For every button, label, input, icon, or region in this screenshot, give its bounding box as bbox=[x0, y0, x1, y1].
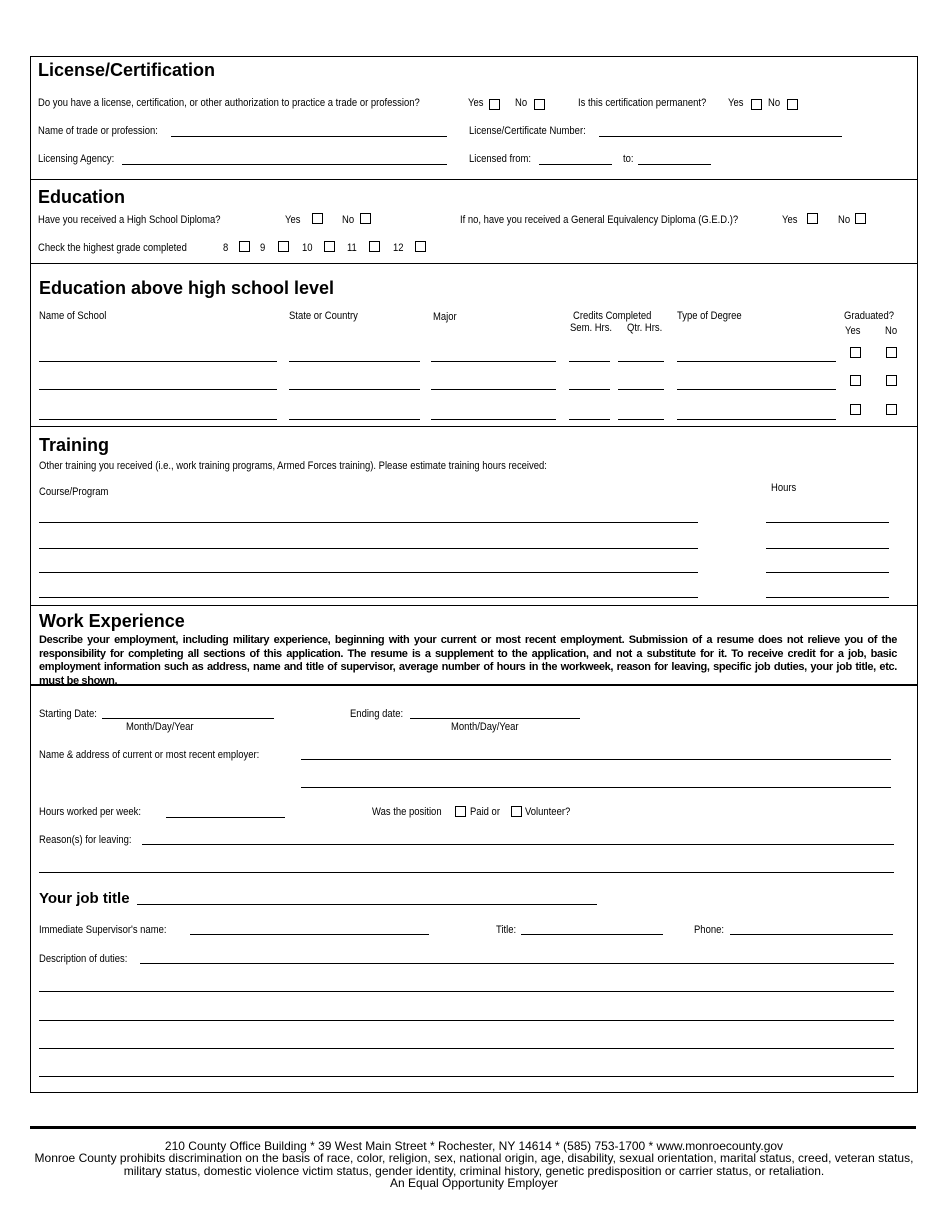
col-hours: Hours bbox=[771, 482, 797, 494]
cert-number-label: License/Certificate Number: bbox=[469, 125, 586, 137]
ged-no-label: No bbox=[838, 214, 851, 226]
work-description: Describe your employment, including military experience, beginning with your current or most recent employment. Submission of a resume does not relieve you of the responsibility for completing all sections of this application. The resume is a supplement to the application, and not a substitute for it. To receive credit for a job, basic employment information such as address, name and title of supervisor, average number of hours in the workweek, reason for leaving, specific job duties, your job title, etc. must be shown. bbox=[39, 634, 897, 687]
permanent-yes-label: Yes bbox=[728, 97, 744, 109]
hours-field[interactable] bbox=[766, 572, 889, 573]
col-graduated-yes: Yes bbox=[845, 325, 861, 337]
course-field[interactable] bbox=[39, 548, 698, 549]
col-school: Name of School bbox=[39, 310, 107, 322]
graduated-yes-checkbox[interactable] bbox=[850, 347, 861, 358]
phone-field[interactable] bbox=[730, 934, 893, 935]
end-date-hint: Month/Day/Year bbox=[451, 721, 519, 733]
divider bbox=[30, 263, 918, 264]
job-title-label: Your job title bbox=[39, 890, 130, 907]
degree-field[interactable] bbox=[677, 389, 836, 390]
grade-11-checkbox[interactable] bbox=[369, 241, 380, 252]
reason-field[interactable] bbox=[39, 872, 894, 873]
grade-8-label: 8 bbox=[223, 242, 229, 254]
col-credits: Credits Completed bbox=[573, 310, 652, 322]
grade-12-checkbox[interactable] bbox=[415, 241, 426, 252]
school-field[interactable] bbox=[39, 419, 277, 420]
supervisor-field[interactable] bbox=[190, 934, 429, 935]
end-date-label: Ending date: bbox=[350, 708, 404, 720]
hours-worked-field[interactable] bbox=[166, 817, 285, 818]
duties-field[interactable] bbox=[39, 1020, 894, 1021]
grade-8-checkbox[interactable] bbox=[239, 241, 250, 252]
from-field[interactable] bbox=[539, 164, 612, 165]
training-instructions: Other training you received (i.e., work training programs, Armed Forces training). Please estimate training hours received: bbox=[39, 460, 547, 472]
course-field[interactable] bbox=[39, 522, 698, 523]
divider bbox=[30, 179, 918, 180]
duties-field[interactable] bbox=[39, 1076, 894, 1077]
duties-field[interactable] bbox=[39, 991, 894, 992]
degree-field[interactable] bbox=[677, 419, 836, 420]
diploma-yes-label: Yes bbox=[285, 214, 301, 226]
col-degree: Type of Degree bbox=[677, 310, 742, 322]
major-field[interactable] bbox=[431, 361, 556, 362]
higher-ed-heading: Education above high school level bbox=[39, 278, 335, 298]
grade-9-label: 9 bbox=[260, 242, 266, 254]
trade-field[interactable] bbox=[171, 136, 447, 137]
agency-label: Licensing Agency: bbox=[38, 153, 115, 165]
major-field[interactable] bbox=[431, 389, 556, 390]
school-field[interactable] bbox=[39, 361, 277, 362]
footer-nondiscrimination: Monroe County prohibits discrimination on the basis of race, color, religion, sex, national origin, age, disability, sexual orientation, marital status, creed, veteran status, military status, domestic violence victim status, gender identity, criminal history, genetic predisposition or carrier status, or retaliation. bbox=[34, 1151, 914, 1178]
ged-question: If no, have you received a General Equivalency Diploma (G.E.D.)? bbox=[460, 214, 739, 226]
supervisor-label: Immediate Supervisor's name: bbox=[39, 924, 167, 936]
hours-field[interactable] bbox=[766, 597, 889, 598]
ged-yes-checkbox[interactable] bbox=[807, 213, 818, 224]
school-field[interactable] bbox=[39, 389, 277, 390]
volunteer-label: Volunteer? bbox=[525, 806, 571, 818]
divider bbox=[30, 426, 918, 427]
col-state: State or Country bbox=[289, 310, 358, 322]
supervisor-title-field[interactable] bbox=[521, 934, 663, 935]
trade-label: Name of trade or profession: bbox=[38, 125, 158, 137]
sem-hrs-field[interactable] bbox=[569, 361, 610, 362]
to-field[interactable] bbox=[638, 164, 711, 165]
phone-label: Phone: bbox=[694, 924, 724, 936]
divider bbox=[30, 56, 918, 57]
duties-field[interactable] bbox=[39, 1048, 894, 1049]
grade-10-label: 10 bbox=[302, 242, 313, 254]
ged-yes-label: Yes bbox=[782, 214, 798, 226]
employer-label: Name & address of current or most recent employer: bbox=[39, 749, 260, 761]
graduated-yes-checkbox[interactable] bbox=[850, 375, 861, 386]
col-graduated-no: No bbox=[885, 325, 898, 337]
supervisor-title-label: Title: bbox=[496, 924, 517, 936]
paid-checkbox[interactable] bbox=[455, 806, 466, 817]
col-major: Major bbox=[433, 311, 457, 323]
course-field[interactable] bbox=[39, 572, 698, 573]
start-date-hint: Month/Day/Year bbox=[126, 721, 194, 733]
footer-rule bbox=[30, 1126, 916, 1129]
grade-9-checkbox[interactable] bbox=[278, 241, 289, 252]
state-field[interactable] bbox=[289, 419, 420, 420]
qtr-hrs-field[interactable] bbox=[618, 389, 664, 390]
start-date-field[interactable] bbox=[102, 718, 274, 719]
end-date-field[interactable] bbox=[410, 718, 580, 719]
major-field[interactable] bbox=[431, 419, 556, 420]
grade-10-checkbox[interactable] bbox=[324, 241, 335, 252]
diploma-yes-checkbox[interactable] bbox=[312, 213, 323, 224]
reason-label: Reason(s) for leaving: bbox=[39, 834, 132, 846]
graduated-no-checkbox[interactable] bbox=[886, 404, 897, 415]
reason-field[interactable] bbox=[142, 844, 894, 845]
state-field[interactable] bbox=[289, 361, 420, 362]
divider bbox=[30, 1092, 918, 1093]
license-yes-label: Yes bbox=[468, 97, 484, 109]
license-heading: License/Certification bbox=[38, 60, 216, 80]
permanent-no-checkbox[interactable] bbox=[787, 99, 798, 110]
paid-label: Paid or bbox=[470, 806, 500, 818]
grade-label: Check the highest grade completed bbox=[38, 242, 187, 254]
col-qtr: Qtr. Hrs. bbox=[627, 322, 663, 334]
diploma-question: Have you received a High School Diploma? bbox=[38, 214, 221, 226]
start-date-label: Starting Date: bbox=[39, 708, 97, 720]
volunteer-checkbox[interactable] bbox=[511, 806, 522, 817]
duties-label: Description of duties: bbox=[39, 953, 128, 965]
footer-address: 210 County Office Building * 39 West Main Street * Rochester, NY 14614 * (585) 753-1700 * www.monroecounty.gov bbox=[164, 1139, 784, 1153]
degree-field[interactable] bbox=[677, 361, 836, 362]
qtr-hrs-field[interactable] bbox=[618, 419, 664, 420]
ged-no-checkbox[interactable] bbox=[855, 213, 866, 224]
hours-worked-label: Hours worked per week: bbox=[39, 806, 142, 818]
divider bbox=[30, 605, 918, 606]
graduated-no-checkbox[interactable] bbox=[886, 375, 897, 386]
training-heading: Training bbox=[39, 435, 110, 455]
employer-field[interactable] bbox=[301, 759, 891, 760]
to-label: to: bbox=[623, 153, 634, 165]
col-graduated: Graduated? bbox=[844, 310, 894, 322]
position-question: Was the position bbox=[372, 806, 442, 818]
sem-hrs-field[interactable] bbox=[569, 419, 610, 420]
diploma-no-checkbox[interactable] bbox=[360, 213, 371, 224]
course-field[interactable] bbox=[39, 597, 698, 598]
permanent-no-label: No bbox=[768, 97, 781, 109]
hours-field[interactable] bbox=[766, 548, 889, 549]
graduated-yes-checkbox[interactable] bbox=[850, 404, 861, 415]
footer-employer: An Equal Opportunity Employer bbox=[389, 1176, 559, 1190]
col-course: Course/Program bbox=[39, 486, 109, 498]
job-title-field[interactable] bbox=[137, 904, 597, 905]
form-frame bbox=[30, 56, 918, 1093]
license-question: Do you have a license, certification, or other authorization to practice a trade or profession? bbox=[38, 97, 420, 109]
work-heading: Work Experience bbox=[39, 611, 185, 631]
license-no-checkbox[interactable] bbox=[534, 99, 545, 110]
license-yes-checkbox[interactable] bbox=[489, 99, 500, 110]
hours-field[interactable] bbox=[766, 522, 889, 523]
license-no-label: No bbox=[515, 97, 528, 109]
duties-field[interactable] bbox=[140, 963, 894, 964]
graduated-no-checkbox[interactable] bbox=[886, 347, 897, 358]
cert-number-field[interactable] bbox=[599, 136, 842, 137]
col-sem: Sem. Hrs. bbox=[570, 322, 613, 334]
sem-hrs-field[interactable] bbox=[569, 389, 610, 390]
employer-field[interactable] bbox=[301, 787, 891, 788]
education-heading: Education bbox=[38, 187, 126, 207]
state-field[interactable] bbox=[289, 389, 420, 390]
permanent-question: Is this certification permanent? bbox=[578, 97, 707, 109]
grade-12-label: 12 bbox=[393, 242, 404, 254]
diploma-no-label: No bbox=[342, 214, 355, 226]
from-label: Licensed from: bbox=[469, 153, 532, 165]
grade-11-label: 11 bbox=[347, 242, 357, 254]
agency-field[interactable] bbox=[122, 164, 447, 165]
permanent-yes-checkbox[interactable] bbox=[751, 99, 762, 110]
qtr-hrs-field[interactable] bbox=[618, 361, 664, 362]
